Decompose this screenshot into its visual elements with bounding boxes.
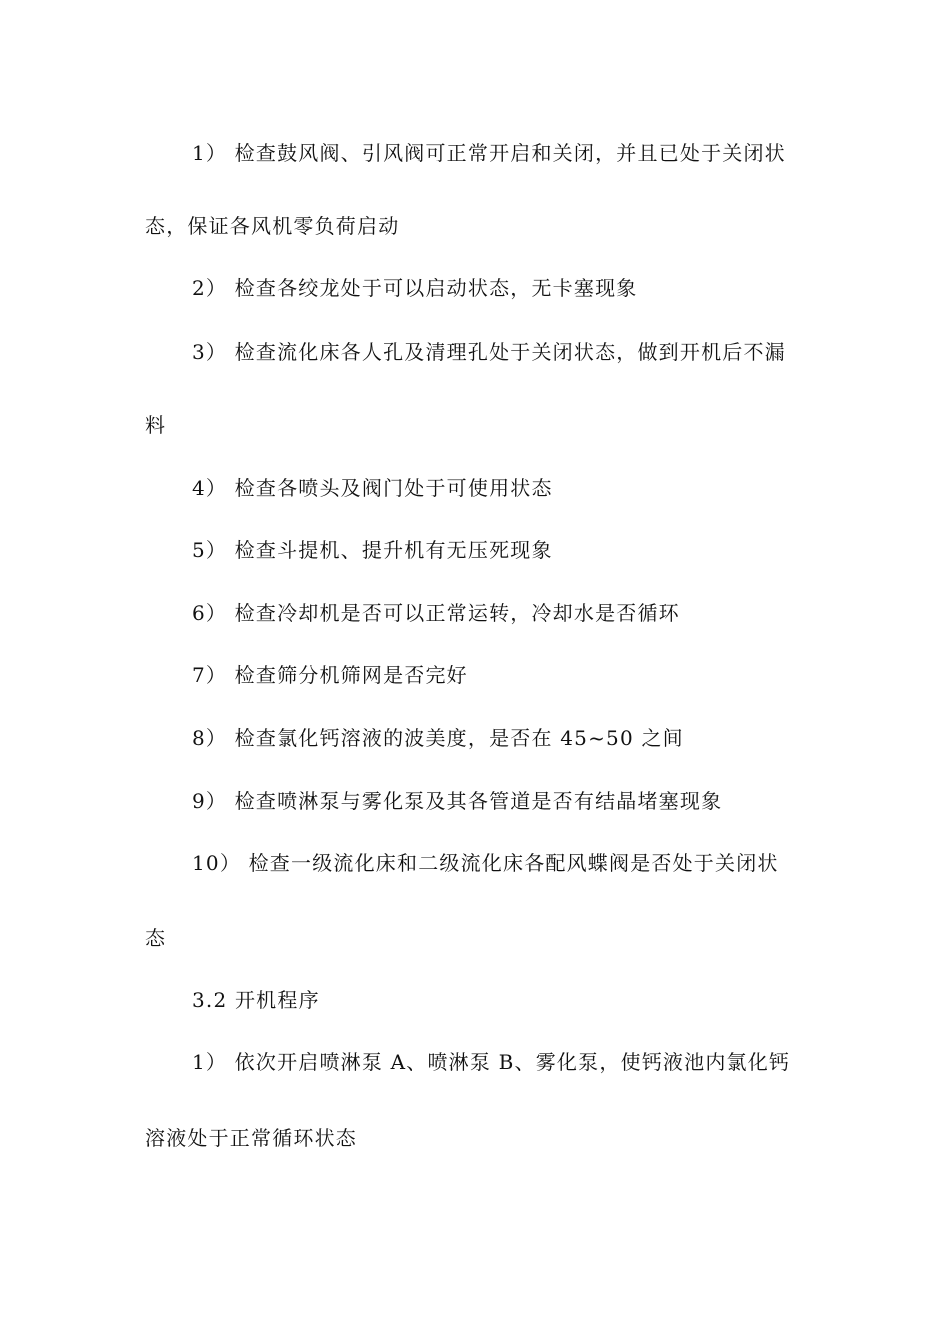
check-item-3-line-1: 3） 检查流化床各人孔及清理孔处于关闭状态，做到开机后不漏 bbox=[192, 340, 786, 364]
check-item-2: 2） 检查各绞龙处于可以启动状态，无卡塞现象 bbox=[192, 276, 638, 300]
check-item-7: 7） 检查筛分机筛网是否完好 bbox=[192, 663, 468, 687]
check-item-1-line-2: 态，保证各风机零负荷启动 bbox=[145, 214, 400, 238]
check-item-5: 5） 检查斗提机、提升机有无压死现象 bbox=[192, 538, 553, 562]
check-item-3-line-2: 料 bbox=[145, 413, 167, 437]
check-item-4: 4） 检查各喷头及阀门处于可使用状态 bbox=[192, 476, 553, 500]
startup-step-1-line-1: 1） 依次开启喷淋泵 A、喷淋泵 B、雾化泵，使钙液池内氯化钙 bbox=[192, 1050, 791, 1074]
check-item-1-line-1: 1） 检查鼓风阀、引风阀可正常开启和关闭，并且已处于关闭状 bbox=[192, 141, 786, 165]
check-item-10-line-2: 态 bbox=[145, 926, 167, 950]
check-item-6: 6） 检查冷却机是否可以正常运转，冷却水是否循环 bbox=[192, 601, 680, 625]
check-item-10-line-1: 10） 检查一级流化床和二级流化床各配风蝶阀是否处于关闭状 bbox=[192, 851, 779, 875]
check-item-8: 8） 检查氯化钙溶液的波美度，是否在 45~50 之间 bbox=[192, 726, 684, 750]
check-item-9: 9） 检查喷淋泵与雾化泵及其各管道是否有结晶堵塞现象 bbox=[192, 789, 723, 813]
startup-step-1-line-2: 溶液处于正常循环状态 bbox=[145, 1126, 357, 1150]
section-heading-startup: 3.2 开机程序 bbox=[192, 988, 320, 1012]
